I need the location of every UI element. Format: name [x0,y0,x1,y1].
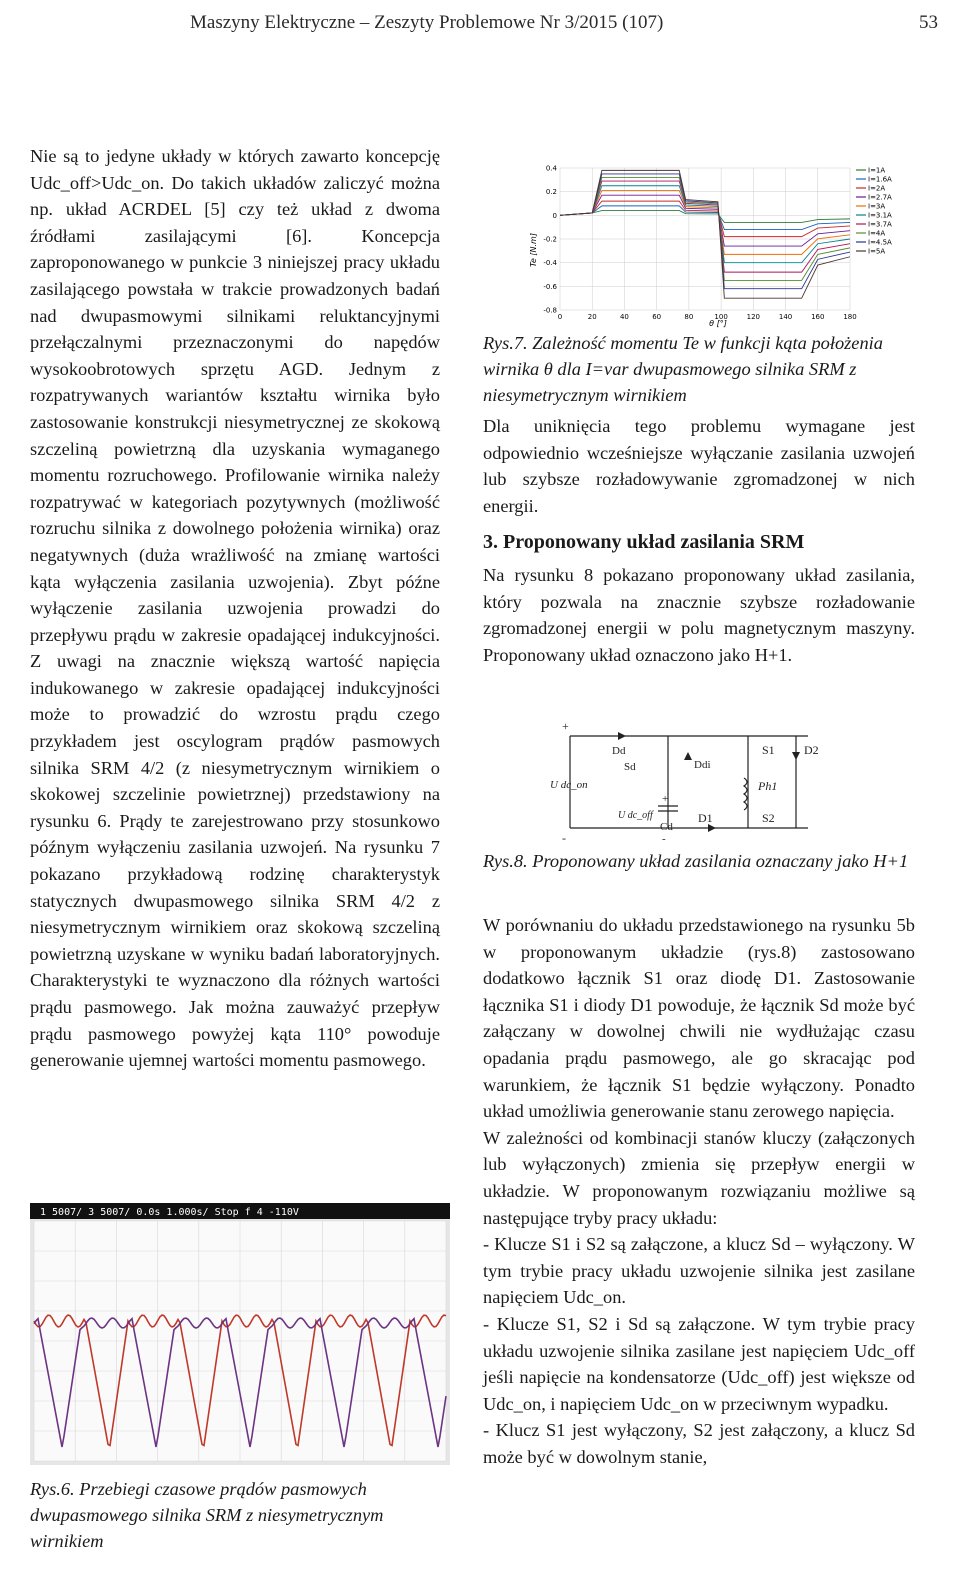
chart-ytick: -0.2 [543,235,557,244]
osc-status-text: 1 5007/ 3 5007/ 0.0s 1.000s/ Stop f 4 -110V [40,1207,299,1218]
legend-entry: I=4A [868,229,886,238]
circuit-d1: D1 [698,811,713,825]
chart-ytick: -0.6 [543,282,557,291]
legend-entry: I=2.7A [868,193,892,202]
chart-xtick: 180 [843,313,857,321]
circuit-ph1: Ph1 [758,779,778,793]
right-paragraph-5: - Klucze S1 i S2 są załączone, a klucz Sd – wyłączony. W tym trybie pracy układu uzwojenie silnika jest zasilane napięciem Udc_on. [483,1234,915,1308]
winding-ph1 [744,778,747,810]
right-paragraph-2: Na rysunku 8 pokazano proponowany układ zasilania, który pozwala na znacznie szybsze rozładowanie zgromadzonej energii w polu magnetycznym maszyny. Proponowany układ oznaczono jako H+1. [483,564,915,665]
chart-xtick: 60 [652,313,662,321]
circuit-udc-off: U dc_off [618,810,653,821]
diode-dd-icon [618,732,626,740]
right-paragraph-6: - Klucze S1, S2 i Sd są załączone. W tym trybie pracy układu uzwojenie silnika zasilane jest napięciem Udc_off jeśli napięcie na kondensatorze (Udc_off) jest większe od Udc_on, i napięciem Udc_on w przeciwnym wypadku. [483,1313,915,1414]
circuit-cd: Cd [660,821,673,833]
right-paragraph-1: Dla uniknięcia tego problemu wymagane jest odpowiednio wcześniejsze wyłączanie zasilania uzwojeń lub szybsze rozładowywanie zgromadzonej w nich energii. [483,416,915,516]
legend-entry: I=4.5A [868,238,892,247]
chart-series-line [560,201,850,237]
chart-ytick: -0.4 [543,259,557,268]
figure-6-caption: Rys.6. Przebiegi czasowe prądów pasmowych dwupasmowego silnika SRM z niesymetrycznym wirnikiem [30,1479,384,1551]
chart-xtick: 80 [684,313,694,321]
chart-series-line [560,186,850,263]
circuit-dd: Dd [612,745,626,757]
circuit-sd: Sd [624,761,636,773]
diode-d1-icon [708,824,716,832]
diode-d2-icon [792,752,800,760]
right-column [483,413,915,668]
chart-xtick: 140 [778,313,793,321]
page-header [0,10,960,40]
chart-xtick: 20 [587,313,597,321]
legend-entry: I=5A [868,247,886,256]
left-column [30,143,440,1074]
diode-ddi-icon [684,752,692,760]
legend-entry: I=3A [868,202,886,211]
chart-series-line [560,181,850,272]
circuit-ddi: Ddi [694,759,711,771]
chart-xlabel: θ [°] [709,319,727,328]
figure-8-caption: Rys.8. Proponowany układ zasilania oznaczany jako H+1 [483,851,909,871]
chart-xtick: 120 [746,313,761,321]
right-column-lower [483,912,915,1470]
chart-xtick: 40 [619,313,629,321]
chart-ytick: 0 [552,211,557,220]
legend-entry: I=3.1A [868,211,892,220]
figure-7-chart [530,160,910,330]
circuit-plus-2: + [662,793,669,805]
chart-series-line [560,174,850,289]
circuit-minus-2: - [662,833,666,845]
chart-ticks [543,165,856,322]
figure-6-oscilloscope [30,1203,450,1465]
circuit-s1: S1 [762,743,775,757]
chart-ylabel: Te [N.m] [529,233,538,267]
chart-xtick: 160 [811,313,825,321]
circuit-minus: - [562,831,566,845]
legend-entry: I=3.7A [868,220,892,229]
chart-series-line [560,190,850,254]
chart-ytick: -0.8 [543,306,557,315]
figure-7-caption: Rys.7. Zależność momentu Te w funkcji kąta położenia wirnika θ dla I=var dwupasmowego silnika SRM z niesymetrycznym wirnikiem [483,333,883,405]
left-paragraph: Nie są to jedyne układy w których zawarto koncepcję Udc_off>Udc_on. Do takich układów zaliczyć można np. układ ACRDEL [5] czy też układ z dwoma źródłami zasilającymi [6]. Koncepcja zaproponowanego w punkcie 3 niniejszej pracy układu zasilającego powstała w trakcie prowadzonych badań nad dwupasmowymi silnikami reluktancyjnymi przełączalnymi przeznaczonymi do napędów wysokoobrotowych sprzętu AGD. Jednym z rozpatrywanych wariantów kształtu wirnika było zastosowanie konstrukcji niesymetrycznej ze skokową szczeliną powietrzną dla uzyskania wymaganego momentu rozruchowego. Profilowanie wirnika należy rozpatrywać w kategoriach pozytywnych (możliwość rozruchu silnika z dowolnego położenia wirnika) oraz negatywnych (duża wrażliwość na zmianę wartości kąta wyłączenia zasilania uzwojenia). Zbyt późne wyłączenie zasilania uzwojenia prowadzi do przepływu prądu w zakresie opadającej indukcyjności. Z uwagi na znacznie większą wartość napięcia indukowanego w zakresie opadającej indukcyjności może to prowadzić do wzrostu prądu czego przykładem jest oscylogram prądów pasmowych silnika SRM 4/2 (z niesymetrycznym wirnikiem o skokowej szczelinie powietrznej) przedstawiony na rysunku 6. Prądy te zarejestrowano przy stosunkowo późnym wyłączeniu zasilania uzwojeń. Na rysunku 7 pokazano przykładową rodzinę charakterystyk statycznych dwupasmowego silnika SRM 4/2 z niesymetrycznym wirnikiem oraz skokową szczeliną powietrzną uzyskane w wyniku badań laboratoryjnych. Charakterystyki te wyznaczono dla różnych wartości prądu pasmowego. Jak można zauważyć przepływ prądu pasmowego powyżej kąta 110° powoduje generowanie ujemnej wartości momentu pasmowego. [30,146,440,1071]
page-number: 53 [919,12,938,33]
chart-series-line [560,206,850,230]
chart-xtick: 0 [557,313,563,321]
chart-series [560,170,850,298]
chart-legend [856,167,892,256]
section-heading: 3. Proponowany układ zasilania SRM [483,531,805,554]
journal-title: Maszyny Elektryczne – Zeszyty Problemowe Nr 3/2015 (107) [190,12,664,33]
right-paragraph-3: W porównaniu do układu przedstawionego na rysunku 5b w proponowanym układzie (rys.8) zastosowano dodatkowo łącznik S1 oraz diodę D1. Zastosowanie łącznika S1 i diody D1 powoduje, że łącznik Sd może być załączany w dowolnej chwili nie wydłużając czasu opadania prądu pasmowego, ale go skracając pod warunkiem, że łącznik S1 będzie wyłączony. Ponadto układ umożliwia generowanie stanu zerowego napięcia. [483,915,915,1122]
circuit-plus: + [562,719,569,733]
chart-xtick: 100 [714,313,728,321]
chart-ytick: 0.4 [545,164,557,173]
legend-entry: I=1.6A [868,175,892,184]
chart-ytick: 0.2 [545,188,557,197]
right-paragraph-7: - Klucz S1 jest wyłączony, S2 jest załączony, a klucz Sd może być w dowolnym stanie, [483,1420,915,1467]
figure-8-circuit [548,718,848,846]
legend-entry: I=2A [868,184,886,193]
legend-entry: I=1A [868,166,886,175]
circuit-d2: D2 [804,743,819,757]
right-paragraph-4: W zależności od kombinacji stanów kluczy (załączonych lub wyłączonych) zmienia się przepływ energii w układzie. W proponowanym rozwiązaniu możliwe są następujące tryby pracy układu: [483,1127,915,1228]
circuit-udc-on: U dc_on [550,779,588,791]
circuit-s2: S2 [762,811,775,825]
